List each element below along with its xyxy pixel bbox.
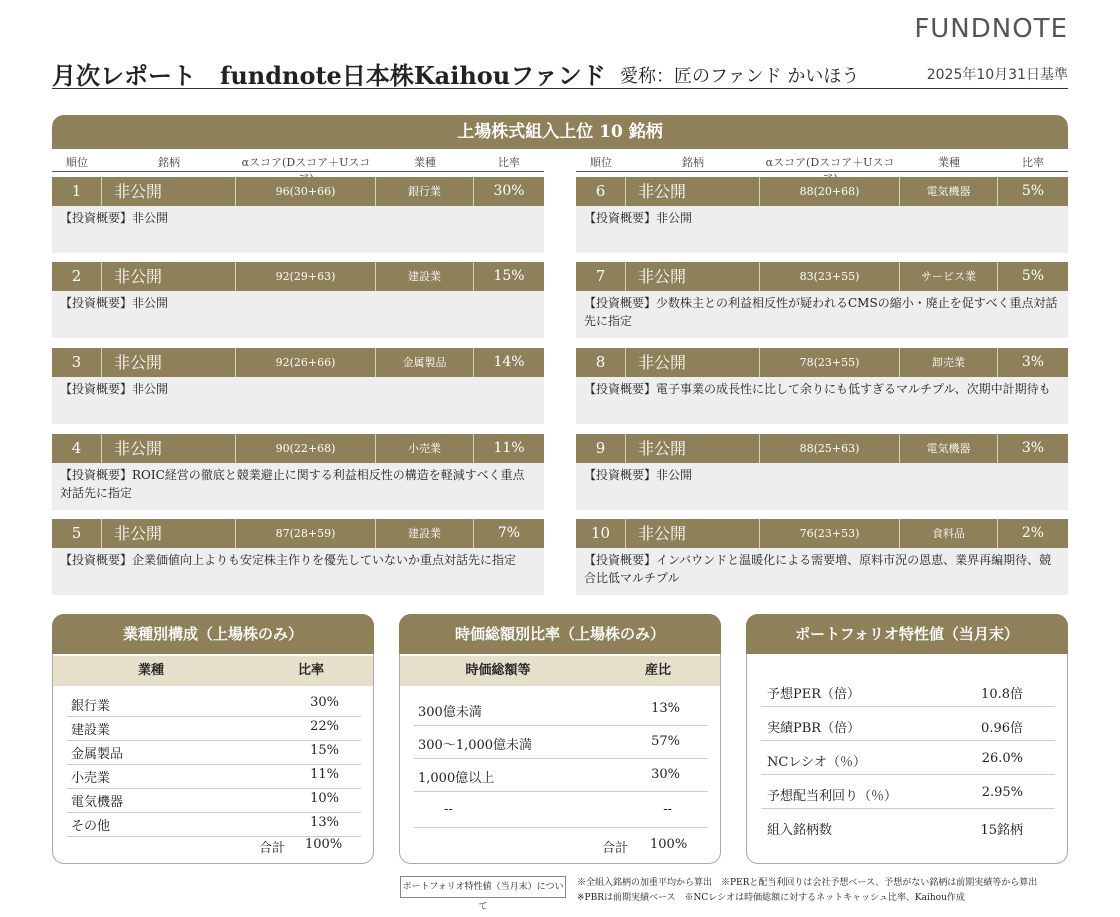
- row-label: 建設業: [71, 723, 111, 738]
- holding-header: [52, 519, 544, 548]
- holding-name: 非公開: [102, 348, 236, 377]
- table-row: [761, 809, 1055, 843]
- industry-panel: [52, 614, 374, 864]
- stat-value: 26.0%: [981, 751, 1023, 766]
- holding-industry: 小売業: [376, 434, 474, 463]
- row-value: 30%: [310, 695, 339, 710]
- holding-header: [52, 177, 544, 206]
- holding-score: 96(30+66): [236, 177, 376, 206]
- col-industry: 業種: [414, 156, 436, 169]
- col-industry: 業種: [938, 156, 960, 169]
- holding-rank: 9: [576, 434, 626, 463]
- holding-industry: 銀行業: [376, 177, 474, 206]
- holding-description: 【投資概要】企業価値向上よりも安定株主作りを優先していないか重点対話先に指定: [52, 548, 544, 595]
- holding-card: [576, 177, 1068, 253]
- as-of-date: 2025年10月31日基準: [926, 67, 1068, 83]
- row-value: 13%: [310, 815, 339, 830]
- table-row: [761, 707, 1055, 741]
- row-value: 10%: [310, 791, 339, 806]
- row-label: 300億未満: [418, 705, 482, 720]
- market-cap-panel: [399, 614, 721, 864]
- industry-table-header: [53, 656, 373, 686]
- holding-score: 88(20+68): [760, 177, 900, 206]
- holding-header: [576, 434, 1068, 463]
- fund-nickname: 愛称：匠のファンド かいほう: [620, 66, 860, 87]
- stat-label: 実績PBR（倍）: [767, 721, 861, 736]
- holding-name: 非公開: [626, 434, 760, 463]
- holding-card: [52, 348, 544, 424]
- report-header: [52, 56, 1068, 89]
- holding-description: 【投資概要】インバウンドと温暖化による需要増、原料市況の恩恵、業界再編期待、競合比低マルチプル: [576, 548, 1068, 595]
- stat-value: 0.96倍: [981, 721, 1023, 736]
- top10-column-header-right: [576, 152, 1068, 172]
- mcap-col-value: 産比: [644, 663, 671, 678]
- top10-banner: 上場株式組入上位 10 銘柄: [52, 115, 1068, 149]
- total-label: 合計: [259, 841, 286, 856]
- holding-description: 【投資概要】非公開: [576, 206, 1068, 253]
- holding-weight: 14%: [493, 354, 525, 370]
- holding-name: 非公開: [626, 348, 760, 377]
- table-row: [67, 693, 361, 717]
- holding-weight: 3%: [1021, 354, 1045, 370]
- col-weight: 比率: [498, 156, 520, 169]
- holding-rank: 1: [52, 177, 102, 206]
- holding-name: 非公開: [102, 519, 236, 548]
- table-row: [414, 726, 708, 759]
- table-row: [67, 765, 361, 789]
- holding-score: 92(26+66): [236, 348, 376, 377]
- holding-name: 非公開: [102, 262, 236, 291]
- holding-rank: 8: [576, 348, 626, 377]
- holding-name: 非公開: [102, 434, 236, 463]
- holding-industry: 建設業: [376, 262, 474, 291]
- holding-industry: 卸売業: [900, 348, 998, 377]
- holding-weight: 15%: [493, 268, 525, 284]
- stat-label: 組入銘柄数: [767, 823, 833, 838]
- holding-weight: 11%: [493, 440, 525, 456]
- row-label: 金属製品: [71, 747, 124, 762]
- holding-description: 【投資概要】ROIC経営の徹底と競業避止に関する利益相反性の構造を軽減すべく重点対話先に指定: [52, 463, 544, 510]
- table-row: [67, 717, 361, 741]
- total-label: 合計: [602, 841, 629, 856]
- holding-industry: 電気機器: [900, 177, 998, 206]
- holding-header: [576, 519, 1068, 548]
- footer-note: ※全組入銘柄の加重平均から算出 ※PERと配当利回りは会社予想ベース、予想がない銘柄は前期実績等から算出: [577, 878, 1038, 888]
- market-cap-table-header: [400, 656, 720, 686]
- holding-description: 【投資概要】非公開: [52, 291, 544, 338]
- table-row: [67, 789, 361, 813]
- holding-weight: 30%: [493, 183, 525, 199]
- holding-score: 90(22+68): [236, 434, 376, 463]
- holding-name: 非公開: [102, 177, 236, 206]
- holding-description: 【投資概要】非公開: [576, 463, 1068, 510]
- holding-score: 83(23+55): [760, 262, 900, 291]
- holding-card: [52, 177, 544, 253]
- holding-card: [576, 262, 1068, 338]
- holding-header: [52, 262, 544, 291]
- holding-industry: 食料品: [900, 519, 998, 548]
- stat-label: 予想PER（倍）: [767, 687, 861, 702]
- holding-industry: 電気機器: [900, 434, 998, 463]
- holding-rank: 10: [576, 519, 626, 548]
- stat-value: 10.8倍: [981, 687, 1023, 702]
- row-value: 15%: [310, 743, 339, 758]
- table-row: [761, 673, 1055, 707]
- row-value: 30%: [651, 767, 680, 782]
- holding-score: 78(23+55): [760, 348, 900, 377]
- holding-description: 【投資概要】非公開: [52, 377, 544, 424]
- holding-industry: サービス業: [900, 262, 998, 291]
- holding-weight: 7%: [497, 525, 521, 541]
- table-row: [414, 792, 708, 828]
- holding-weight: 2%: [1021, 525, 1045, 541]
- holding-name: 非公開: [626, 262, 760, 291]
- row-value: 11%: [310, 767, 339, 782]
- col-weight: 比率: [1022, 156, 1044, 169]
- holding-header: [576, 177, 1068, 206]
- industry-col-value: 比率: [297, 663, 324, 678]
- holding-description: 【投資概要】非公開: [52, 206, 544, 253]
- holding-weight: 5%: [1021, 183, 1045, 199]
- holding-card: [52, 519, 544, 595]
- holding-name: 非公開: [626, 177, 760, 206]
- industry-panel-title: 業種別構成（上場株のみ）: [52, 614, 374, 654]
- stat-value: 2.95%: [981, 785, 1023, 800]
- col-rank: 順位: [590, 156, 612, 169]
- col-score: αスコア(Dスコア＋Uスコ: [765, 156, 895, 169]
- row-label: --: [444, 802, 453, 817]
- holding-card: [52, 262, 544, 338]
- footer-stats-note-box: ポートフォリオ特性値（当月末）について: [400, 876, 566, 898]
- holding-weight: 3%: [1021, 440, 1045, 456]
- total-value: 100%: [305, 837, 343, 852]
- col-name: 銘柄: [158, 156, 180, 169]
- table-row: [67, 741, 361, 765]
- holding-header: [52, 348, 544, 377]
- holding-card: [52, 434, 544, 510]
- holding-rank: 2: [52, 262, 102, 291]
- table-row: [67, 813, 361, 837]
- table-row: [761, 741, 1055, 775]
- row-value: 13%: [651, 701, 680, 716]
- total-value: 100%: [650, 837, 688, 852]
- holding-card: [576, 519, 1068, 595]
- holding-industry: 建設業: [376, 519, 474, 548]
- stat-label: 予想配当利回り（％）: [767, 789, 898, 804]
- portfolio-stats-title: ポートフォリオ特性値（当月末）: [746, 614, 1068, 654]
- row-value: 22%: [310, 719, 339, 734]
- holding-weight: 5%: [1021, 268, 1045, 284]
- top10-column-header-left: [52, 152, 544, 172]
- holding-industry: 金属製品: [376, 348, 474, 377]
- footer-note: ※PBRは前期実績ベース ※NCレシオは時価総額に対するネットキャッシュ比率、Kaihou作成: [577, 893, 965, 903]
- row-label: 電気機器: [71, 795, 124, 810]
- row-label: その他: [71, 819, 111, 834]
- holding-rank: 3: [52, 348, 102, 377]
- portfolio-stats-panel: [746, 614, 1068, 864]
- table-row: [761, 775, 1055, 809]
- table-row: [414, 693, 708, 726]
- row-value: 57%: [651, 734, 680, 749]
- holding-score: 92(29+63): [236, 262, 376, 291]
- market-cap-panel-title: 時価総額別比率（上場株のみ）: [399, 614, 721, 654]
- holding-rank: 4: [52, 434, 102, 463]
- holding-name: 非公開: [626, 519, 760, 548]
- holding-rank: 5: [52, 519, 102, 548]
- table-row: [414, 759, 708, 792]
- col-name: 銘柄: [682, 156, 704, 169]
- holding-header: [52, 434, 544, 463]
- col-rank: 順位: [66, 156, 88, 169]
- holding-card: [576, 434, 1068, 510]
- stat-label: NCレシオ（％）: [767, 755, 866, 770]
- row-value: --: [663, 802, 672, 817]
- holding-score: 87(28+59): [236, 519, 376, 548]
- report-title: 月次レポート fundnote日本株Kaihouファンド: [52, 61, 606, 90]
- industry-col-label: 業種: [137, 663, 164, 678]
- mcap-col-label: 時価総額等: [465, 663, 531, 678]
- holding-description: 【投資概要】電子事業の成長性に比して余りにも低すぎるマルチプル、次期中計期待も: [576, 377, 1068, 424]
- stat-value: 15銘柄: [980, 823, 1023, 838]
- holding-rank: 6: [576, 177, 626, 206]
- row-label: 小売業: [71, 771, 111, 786]
- holding-rank: 7: [576, 262, 626, 291]
- holding-card: [576, 348, 1068, 424]
- holding-description: 【投資概要】少数株主との利益相反性が疑われるCMSの縮小・廃止を促すべく重点対話先に指定: [576, 291, 1068, 338]
- holding-score: 88(25+63): [760, 434, 900, 463]
- row-label: 300～1,000億未満: [418, 738, 533, 753]
- holding-header: [576, 262, 1068, 291]
- brand-logo: FUNDNOTE: [914, 14, 1068, 44]
- row-label: 1,000億以上: [418, 771, 495, 786]
- holding-header: [576, 348, 1068, 377]
- col-score: αスコア(Dスコア＋Uスコ: [241, 156, 371, 169]
- holding-score: 76(23+53): [760, 519, 900, 548]
- row-label: 銀行業: [71, 699, 111, 714]
